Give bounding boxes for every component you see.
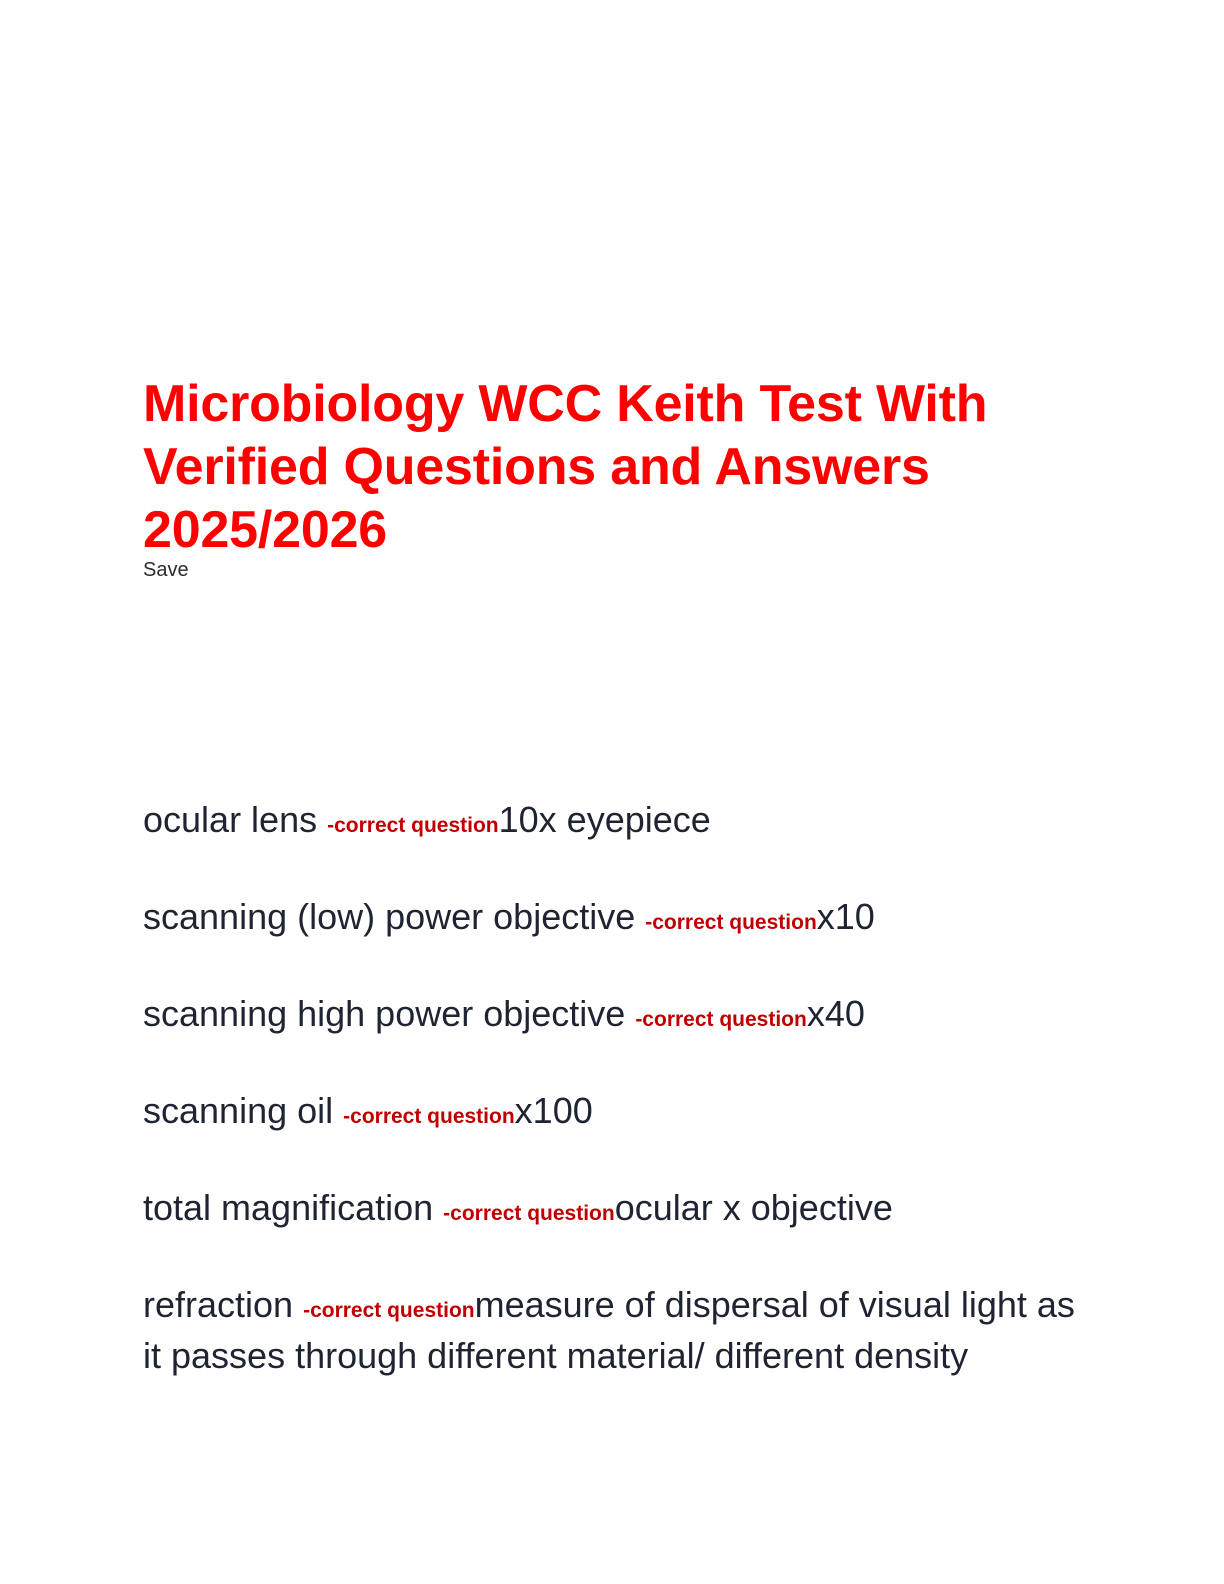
qa-marker: -correct question bbox=[443, 1202, 615, 1225]
qa-answer: 10x eyepiece bbox=[498, 799, 711, 840]
qa-item bbox=[143, 797, 1083, 848]
qa-marker: -correct question bbox=[303, 1299, 475, 1322]
qa-item bbox=[143, 991, 1083, 1042]
save-link[interactable]: Save bbox=[143, 559, 189, 581]
qa-term: total magnification bbox=[143, 1187, 444, 1228]
qa-term: ocular lens bbox=[143, 799, 328, 840]
qa-item bbox=[143, 1088, 1083, 1139]
qa-answer: x40 bbox=[806, 993, 865, 1034]
qa-item bbox=[143, 1282, 1083, 1378]
qa-term: refraction bbox=[143, 1284, 304, 1325]
qa-term: scanning (low) power objective bbox=[143, 896, 646, 937]
document-page bbox=[143, 373, 1083, 1376]
document-title: Microbiology WCC Keith Test With Verified Questions and Answers 2025/2026 bbox=[143, 375, 988, 559]
qa-item bbox=[143, 894, 1083, 945]
qa-marker: -correct question bbox=[327, 814, 499, 837]
qa-answer: ocular x objective bbox=[614, 1187, 893, 1228]
qa-list bbox=[143, 797, 1083, 1424]
qa-item bbox=[143, 1185, 1083, 1236]
qa-answer: x10 bbox=[816, 896, 875, 937]
qa-term: scanning oil bbox=[143, 1090, 344, 1131]
qa-answer: measure of dispersal of visual light as it passes through different material/ different density bbox=[143, 1284, 1075, 1376]
qa-marker: -correct question bbox=[635, 1008, 807, 1031]
qa-marker: -correct question bbox=[645, 911, 817, 934]
qa-marker: -correct question bbox=[343, 1105, 515, 1128]
qa-term: scanning high power objective bbox=[143, 993, 636, 1034]
qa-answer: x100 bbox=[514, 1090, 593, 1131]
